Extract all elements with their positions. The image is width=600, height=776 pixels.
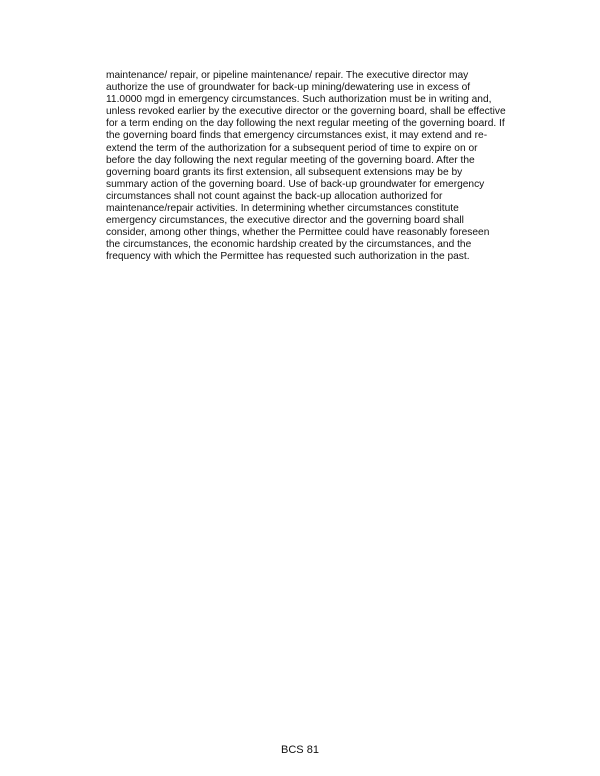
paragraph-line: for a term ending on the day following the next regular meeting of the governing board. If: [106, 118, 505, 130]
paragraph-line: summary action of the governing board. Use of back-up groundwater for emergency: [106, 178, 485, 190]
paragraph-line: before the day following the next regular meeting of the governing board. After the: [106, 154, 475, 166]
paragraph-line: governing board grants its first extension, all subsequent extensions may be by: [106, 166, 463, 178]
paragraph-line: the governing board finds that emergency circumstances exist, it may extend and re-: [106, 130, 488, 142]
paragraph-line: maintenance/ repair, or pipeline maintenance/ repair. The executive director may: [106, 70, 469, 81]
paragraph-line: emergency circumstances, the executive director and the governing board shall: [106, 215, 464, 227]
paragraph-line: consider, among other things, whether the Permittee could have reasonably foreseen: [106, 227, 490, 239]
paragraph-line: 11.0000 mgd in emergency circumstances. Such authorization must be in writing and,: [106, 94, 492, 106]
paragraph-line: maintenance/repair activities. In determining whether circumstances constitute: [106, 203, 459, 215]
paragraph-line: extend the term of the authorization for a subsequent period of time to expire on or: [106, 142, 478, 154]
paragraph-line: authorize the use of groundwater for back-up mining/dewatering use in excess of: [106, 82, 471, 94]
page-footer: [0, 744, 600, 757]
paragraph-line: circumstances shall not count against the back-up allocation authorized for: [106, 190, 443, 202]
paragraph-line: the circumstances, the economic hardship created by the circumstances, and the: [106, 239, 472, 251]
paragraph-line: frequency with which the Permittee has requested such authorization in the past.: [106, 251, 470, 263]
page-number-label: BCS 81: [281, 744, 319, 756]
paragraph-line: unless revoked earlier by the executive director or the governing board, shall be effective: [106, 106, 506, 118]
body-paragraph: [106, 70, 526, 264]
